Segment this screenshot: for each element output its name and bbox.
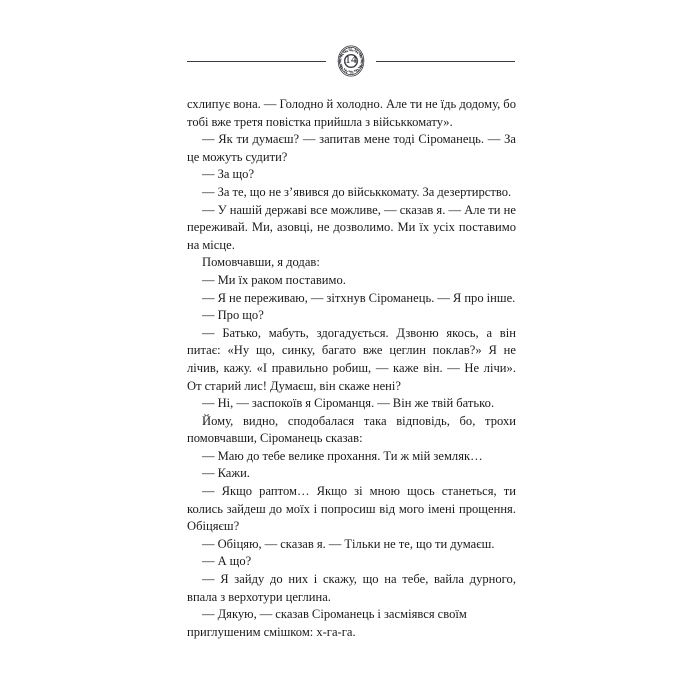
paragraph: — Якщо раптом… Якщо зі мною щось станеться, ти колись зайдеш до моїх і попросиш від мого імені прощення. Обіцяєш? bbox=[187, 484, 516, 534]
paragraph: — А що? bbox=[202, 554, 252, 569]
paragraph: — Ми їх раком поставимо. bbox=[202, 272, 346, 287]
paragraph: — У нашій державі все можливе, — сказав я. — Але ти не переживай. Ми, азовці, не дозволимо. Ми їх усіх поставимо на місце. bbox=[187, 202, 516, 252]
paragraph: — Кажи. bbox=[202, 466, 250, 481]
page-number: 14 bbox=[345, 54, 357, 67]
paragraph: Помовчавши, я додав: bbox=[202, 255, 320, 270]
folio-rule-left bbox=[187, 61, 326, 62]
paragraph: схлипує вона. — Голодно й холодно. Але ти не їдь додому, бо тобі вже третя повістка прийшла з військкомату». bbox=[187, 97, 516, 129]
paragraph: — Про що? bbox=[202, 308, 264, 323]
paragraph: — Я зайду до них і скажу, що на тебе, вайла дурного, впала з верхотури цеглина. bbox=[187, 572, 516, 604]
paragraph: — Маю до тебе велике прохання. Ти ж мій земляк… bbox=[202, 448, 483, 463]
paragraph: — Ні, — заспокоїв я Сіроманця. — Він же твій батько. bbox=[202, 396, 495, 411]
paragraph: — Обіцяю, — сказав я. — Тільки не те, що ти думаєш. bbox=[202, 536, 495, 551]
paragraph: — Я не переживаю, — зітхнув Сіроманець. — Я про інше. bbox=[202, 290, 516, 305]
paragraph: — За те, що не з’явився до військкомату. За дезертирство. bbox=[202, 184, 512, 199]
paragraph: — За що? bbox=[202, 167, 255, 182]
paragraph: — Дякую, — сказав Сіроманець і засміявся своїм приглушеним смішком: х-га-га. bbox=[187, 607, 467, 639]
folio-band bbox=[187, 38, 515, 84]
circular-greek-key-medallion-icon bbox=[328, 38, 374, 84]
body-textblock bbox=[187, 96, 516, 641]
paragraph: Йому, видно, сподобалася така відповідь, бо, трохи помовчавши, Сіроманець сказав: bbox=[187, 413, 516, 446]
paragraph: — Батько, мабуть, здогадується. Дзвоню якось, а він питає: «Ну що, синку, багато вже цеглин поклав?» Я не лічив, кажу. «І правильно робиш, — каже він. — Не лічи». От старий лис! Думаєш, він скаже нені? bbox=[187, 325, 516, 393]
folio-rule-right bbox=[376, 61, 515, 62]
paragraph: — Як ти думаєш? — запитав мене тоді Сіроманець. — За це можуть судити? bbox=[187, 132, 516, 164]
